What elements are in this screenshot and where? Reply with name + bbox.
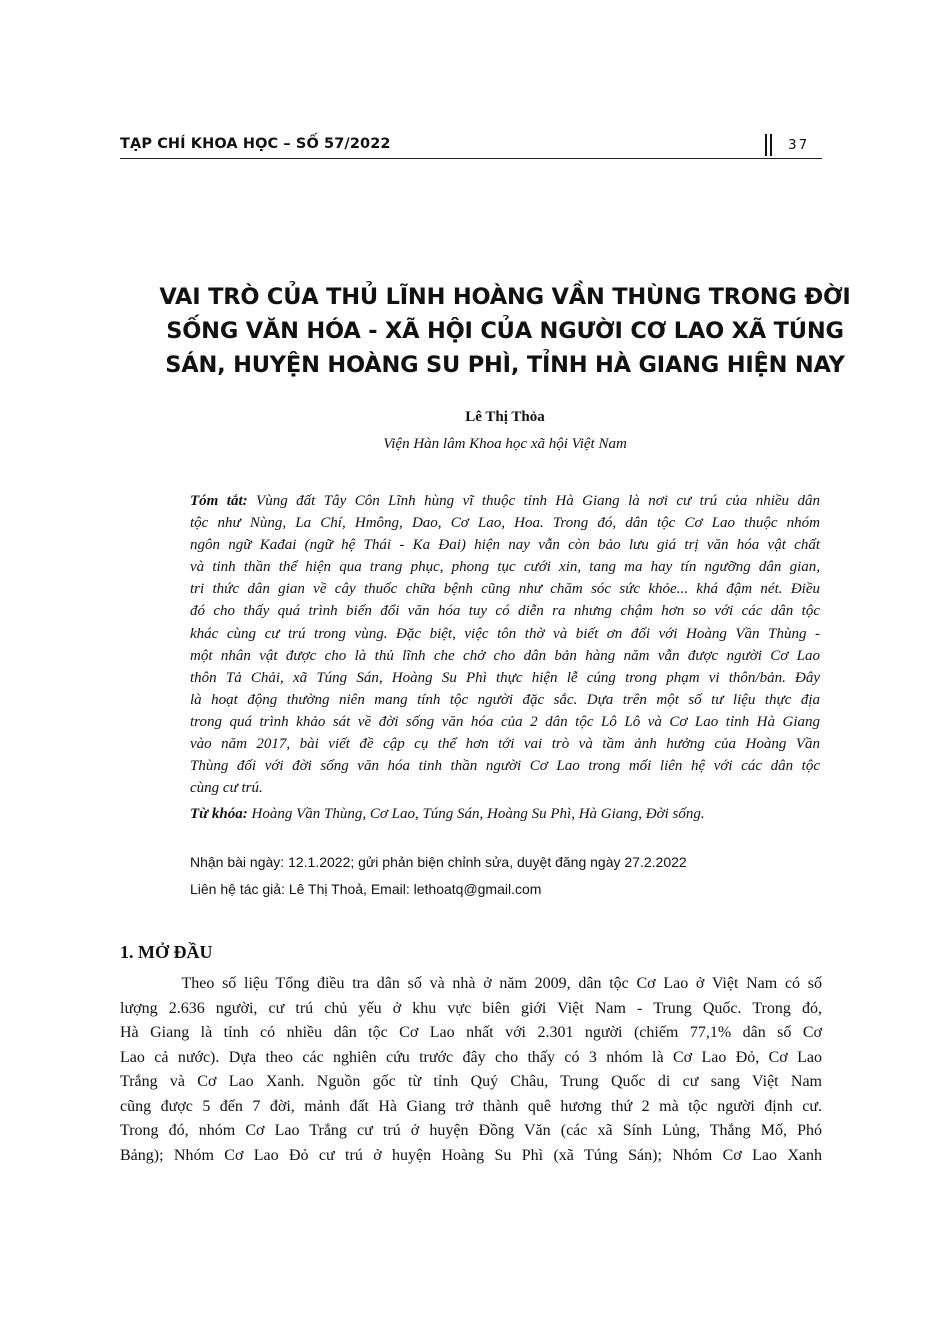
section-heading: 1. MỞ ĐẦU bbox=[120, 942, 213, 962]
author-name: Lê Thị Thỏa bbox=[465, 409, 545, 425]
body-line: lượng 2.636 người, cư trú chủ yếu ở khu vực biên giới Việt Nam - Trung Quốc. Trong đó, bbox=[120, 999, 822, 1017]
abstract-line: đó cho thấy quá trình biến đổi văn hóa tuy có diễn ra nhưng chậm hơn so với các dân tộc bbox=[190, 603, 820, 620]
abstract-line: tri thức dân gian về cây thuốc chữa bệnh cũng như chăm sóc sức khỏe... khá đậm nét. Điều bbox=[190, 581, 820, 598]
abstract-line: cùng cư trú. bbox=[190, 780, 263, 797]
abstract bbox=[190, 490, 820, 799]
running-header bbox=[120, 134, 822, 160]
keywords-text: Hoàng Vần Thùng, Cơ Lao, Túng Sán, Hoàng Su Phì, Hà Giang, Đời sống. bbox=[247, 806, 705, 822]
body-line: Theo số liệu Tổng điều tra dân số và nhà ở năm 2009, dân tộc Cơ Lao ở Việt Nam có số bbox=[120, 975, 822, 992]
abstract-line: khác cùng cư trú trong vùng. Đặc biệt, việc tôn thờ và biết ơn đối với Hoàng Vần Thùng - bbox=[190, 625, 820, 642]
abstract-label: Tóm tắt: bbox=[190, 493, 248, 509]
abstract-line: tộc như Nùng, La Chí, Hmông, Dao, Cơ Lao, Hoa. Trong đó, dân tộc Cơ Lao thuộc nhóm bbox=[190, 515, 820, 532]
body-paragraph bbox=[120, 972, 822, 1168]
body-line: Lao cả nước). Dựa theo các nghiên cứu trước đây cho thấy có 3 nhóm là Cơ Lao Đỏ, Cơ Lao bbox=[120, 1048, 822, 1066]
abstract-line: một nhân vật được cho là thủ lĩnh che chở cho dân bản hàng năm vẫn được người Cơ Lao bbox=[190, 647, 820, 664]
keywords-label: Từ khóa: bbox=[190, 806, 248, 822]
abstract-line bbox=[190, 490, 820, 512]
title-line: SÁN, HUYỆN HOÀNG SU PHÌ, TỈNH HÀ GIANG HIỆN NAY bbox=[165, 352, 845, 378]
abstract-line: và tinh thần thể hiện qua trang phục, phong tục cưới xin, tang ma hay tín ngưỡng dân gian, bbox=[190, 559, 820, 576]
author-contact: Liên hệ tác giả: Lê Thị Thoả, Email: lethoatq@gmail.com bbox=[190, 881, 542, 897]
body-line: cũng được 5 đến 7 đời, mảnh đất Hà Giang trở thành quê hương thứ 2 mà tộc người định cư. bbox=[120, 1097, 822, 1115]
abstract-line: ngôn ngữ Kađai (ngữ hệ Thái - Ka Đai) hiện nay vẫn còn bảo lưu giá trị văn hóa vật chất bbox=[190, 537, 820, 554]
author-affiliation: Viện Hàn lâm Khoa học xã hội Việt Nam bbox=[383, 436, 627, 452]
journal-name: TẠP CHÍ KHOA HỌC – SỐ 57/2022 bbox=[120, 136, 391, 152]
abstract-line: thôn Tả Chải, xã Túng Sán, Hoàng Su Phì thực hiện lễ cúng trong phạm vi thôn/bản. Đây bbox=[190, 669, 820, 686]
header-separator-mark bbox=[765, 134, 772, 156]
abstract-line: là hoạt động thường niên mang tính tộc người đặc sắc. Dựa trên một số tư liệu thực địa bbox=[190, 691, 820, 708]
abstract-line: trong quá trình khảo sát về đời sống văn hóa của 2 dân tộc Lô Lô và Cơ Lao tỉnh Hà Giang bbox=[190, 713, 820, 730]
title-line: VAI TRÒ CỦA THỦ LĨNH HOÀNG VẦN THÙNG TRONG ĐỜI bbox=[159, 284, 851, 310]
body-line: Trong đó, nhóm Cơ Lao Trắng cư trú ở huyện Đồng Văn (các xã Sính Lủng, Thắng Mố, Phó bbox=[120, 1122, 822, 1139]
abstract-line: vào năm 2017, bài viết đề cập cụ thể hơn tới vai trò và tầm ảnh hưởng của Hoàng Vần bbox=[190, 736, 820, 753]
header-rule bbox=[120, 158, 822, 159]
page-number: 37 bbox=[788, 137, 810, 153]
abstract-text: Vùng đất Tây Côn Lĩnh hùng vĩ thuộc tỉnh Hà Giang là nơi cư trú của nhiều dân bbox=[247, 493, 820, 509]
keywords bbox=[190, 806, 820, 823]
received-date-note: Nhận bài ngày: 12.1.2022; gửi phản biện chỉnh sửa, duyệt đăng ngày 27.2.2022 bbox=[190, 854, 687, 870]
body-line: Bảng); Nhóm Cơ Lao Đỏ cư trú ở huyện Hoàng Su Phì (xã Túng Sán); Nhóm Cơ Lao Xanh bbox=[120, 1146, 822, 1164]
body-line: Hà Giang là tỉnh có nhiều dân tộc Cơ Lao nhất với 2.301 người (chiếm 77,1% dân số Cơ bbox=[120, 1024, 822, 1041]
article-title bbox=[150, 280, 860, 382]
body-line: Trắng và Cơ Lao Xanh. Nguồn gốc từ tỉnh Quý Châu, Trung Quốc di cư sang Việt Nam bbox=[120, 1073, 822, 1090]
title-line: SỐNG VĂN HÓA - XÃ HỘI CỦA NGƯỜI CƠ LAO XÃ TÚNG bbox=[166, 318, 844, 344]
abstract-line: Thùng đối với đời sống văn hóa tinh thần người Cơ Lao trong mối liên hệ với các dân tộc bbox=[190, 758, 820, 775]
